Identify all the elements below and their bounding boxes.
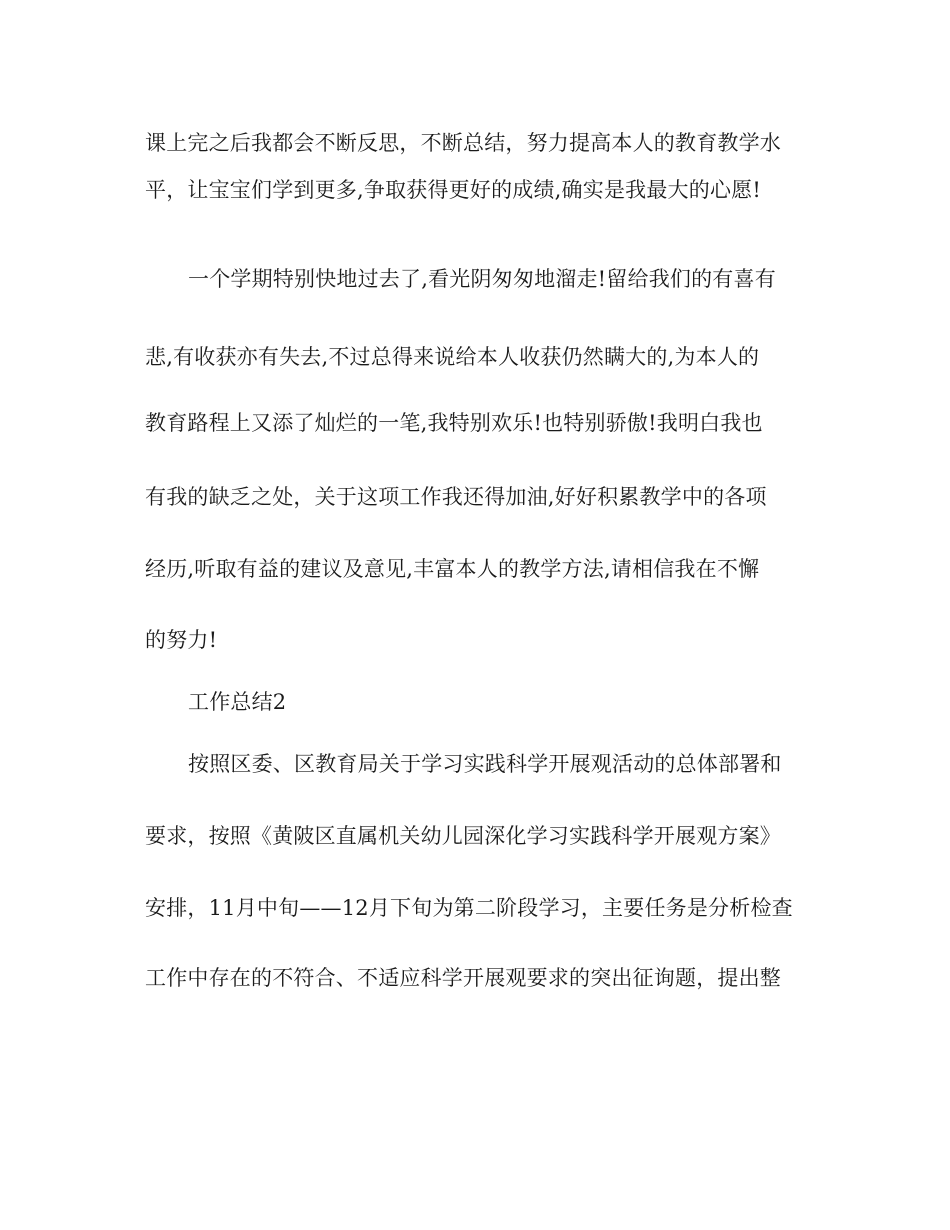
text-line: 教育路程上又添了灿烂的一笔,我特别欢乐!也特别骄傲!我明白我也 [145, 411, 763, 435]
text-line: 平，让宝宝们学到更多,争取获得更好的成绩,确实是我最大的心愿! [145, 178, 761, 202]
section-heading: 工作总结2 [188, 690, 287, 714]
text-line: 有我的缺乏之处，关于这项工作我还得加油,好好积累教学中的各项 [145, 485, 767, 509]
paragraph-start-line: 一个学期特别快地过去了,看光阴匆匆地溜走!留给我们的有喜有 [188, 267, 776, 291]
text-line: 工作中存在的不符合、不适应科学开展观要求的突出征询题，提出整 [145, 966, 781, 990]
text-line: 课上完之后我都会不断反思，不断总结，努力提高本人的教育教学水 [145, 131, 781, 155]
text-line: 安排，11月中旬——12月下旬为第二阶段学习，主要任务是分析检查 [145, 896, 793, 920]
text-line: 经历,听取有益的建议及意见,丰富本人的教学方法,请相信我在不懈 [145, 557, 760, 581]
paragraph-start-line: 按照区委、区教育局关于学习实践科学开展观活动的总体部署和 [188, 752, 782, 776]
text-line: 悲,有收获亦有失去,不过总得来说给本人收获仍然瞒大的,为本人的 [145, 345, 760, 369]
text-line: 要求，按照《黄陂区直属机关幼儿园深化学习实践科学开展观方案》 [145, 824, 781, 848]
text-line: 的努力! [145, 628, 218, 652]
